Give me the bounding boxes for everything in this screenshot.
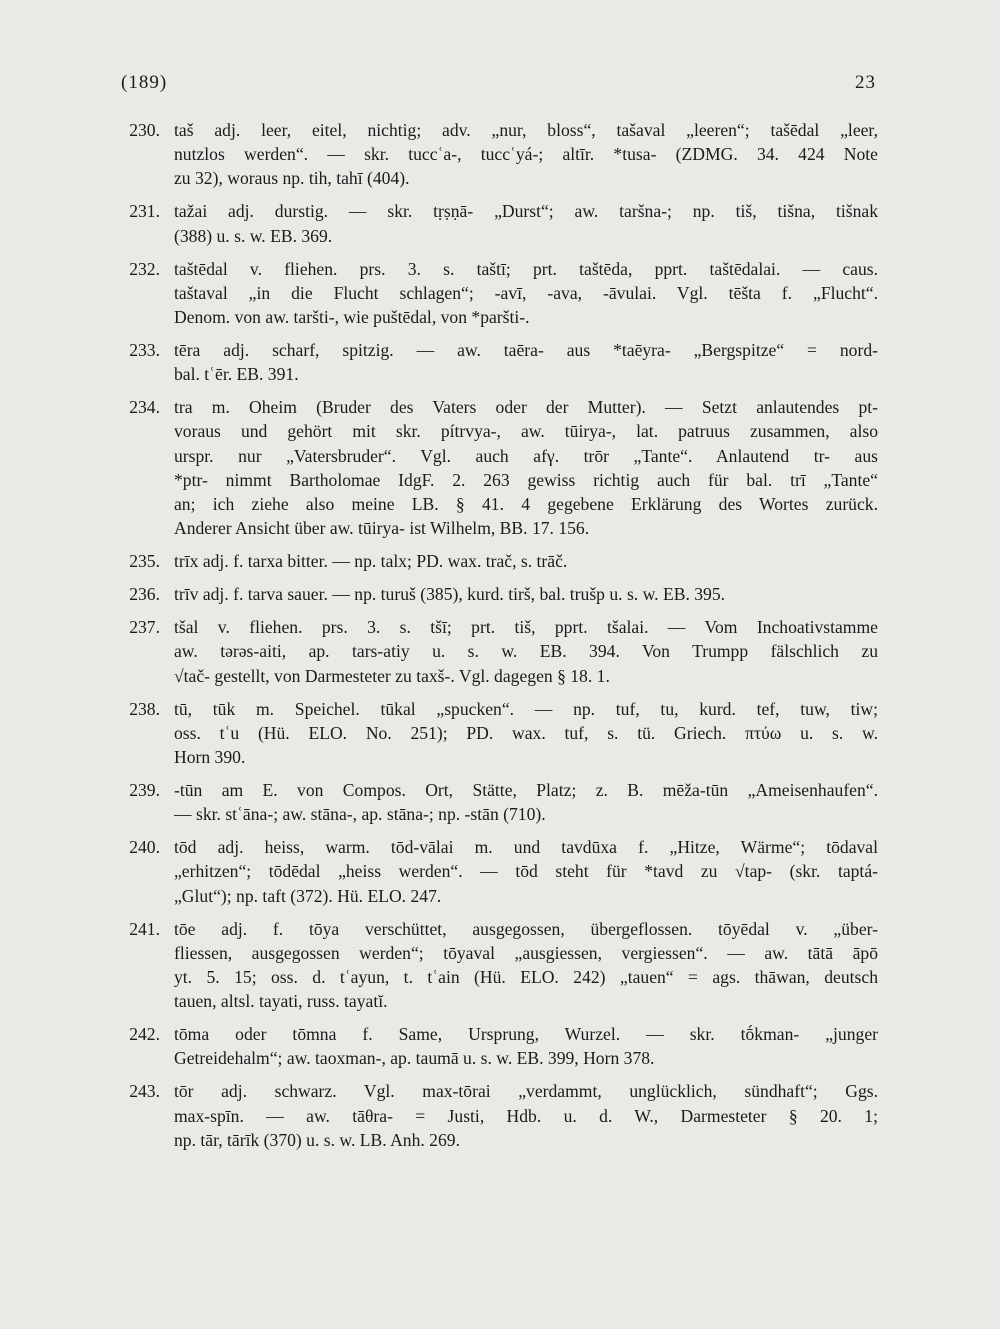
entry-line: np. tār, tārīk (370) u. s. w. LB. Anh. 269.: [174, 1129, 460, 1150]
entry-line: taš adj. leer, eitel, nichtig; adv. „nur, bloss“, tašaval „leeren“; tašēdal „leer,: [174, 120, 878, 140]
entry-line: bal. tʿēr. EB. 391.: [174, 364, 299, 385]
dictionary-entry: [118, 917, 878, 1014]
dictionary-entry: [118, 582, 878, 606]
entry-number: 235.: [129, 551, 160, 572]
entry-number: 231.: [129, 201, 160, 222]
entry-line: — skr. stʿāna-; aw. stāna-, ap. stāna-; np. -stān (710).: [174, 804, 546, 825]
entry-line: zu 32), woraus np. tih, tahī (404).: [174, 168, 410, 189]
entry-line: tauen, altsl. tayati, russ. tayatĭ.: [174, 991, 388, 1012]
entry-line: tū, tūk m. Speichel. tūkal „spucken“. — np. tuf, tu, kurd. tef, tuw, tiw;: [174, 698, 878, 719]
entry-number: 233.: [129, 340, 160, 361]
entry-line: max-spīn. — aw. tāθra- = Justi, Hdb. u. d. W., Darmesteter § 20. 1;: [174, 1105, 878, 1126]
entry-number: 241.: [129, 918, 160, 939]
entry-line: tōma oder tōmna f. Same, Ursprung, Wurzel. — skr. tṓkman- „junger: [174, 1024, 878, 1045]
entry-line: taštēdal v. fliehen. prs. 3. s. taštī; prt. taštēda, pprt. taštēdalai. — caus.: [174, 258, 878, 279]
entry-line: oss. tʿu (Hü. ELO. No. 251); PD. wax. tuf, s. tü. Griech. πτύω u. s. w.: [174, 722, 878, 743]
entry-line: aw. tərəs-aiti, ap. tars-atiy u. s. w. EB. 394. Von Trumpp fälschlich zu: [174, 641, 878, 662]
entry-line: tōe adj. f. tōya verschüttet, ausgegossen, übergeflossen. tōyēdal v. „über-: [174, 918, 878, 939]
dictionary-entry: [118, 395, 878, 540]
dictionary-entry: [118, 338, 878, 386]
entry-number: 238.: [129, 698, 160, 719]
dictionary-entry: [118, 199, 878, 247]
entry-number: 234.: [129, 397, 160, 418]
entry-number: 230.: [129, 120, 160, 140]
dictionary-entry: [118, 118, 878, 191]
entry-line: (388) u. s. w. EB. 369.: [174, 225, 333, 246]
dictionary-entry: [118, 835, 878, 908]
entry-line: nutzlos werden“. — skr. tuccʿa-, tuccʿyá-; altīr. *tusa- (ZDMG. 34. 424 Note: [174, 144, 878, 165]
entry-line: tra m. Oheim (Bruder des Vaters oder der Mutter). — Setzt anlautendes pt-: [174, 397, 878, 418]
entry-line: tēra adj. scharf, spitzig. — aw. taēra- aus *taēyra- „Bergspitze“ = nord-: [174, 340, 878, 361]
entry-line: „erhitzen“; tōdēdal „heiss werden“. — tōd steht für *tavd zu √tap- (skr. taptá-: [174, 861, 878, 882]
entry-line: Getreidehalm“; aw. taoxman-, ap. taumā u. s. w. EB. 399, Horn 378.: [174, 1048, 655, 1069]
entry-list: [118, 118, 878, 1161]
dictionary-entry: [118, 615, 878, 688]
entry-line: tōd adj. heiss, warm. tōd-vālai m. und tavdūxa f. „Hitze, Wärme“; tōdaval: [174, 837, 878, 858]
entry-line: Horn 390.: [174, 747, 246, 768]
entry-line: Anderer Ansicht über aw. tūirya- ist Wilhelm, BB. 17. 156.: [174, 518, 590, 539]
entry-line: taštaval „in die Flucht schlagen“; -avī, -ava, -āvulai. Vgl. tēšta f. „Flucht“.: [174, 282, 878, 303]
entry-line: yt. 5. 15; oss. d. tʿayun, t. tʿain (Hü. ELO. 242) „tauen“ = ags. thāwan, deutsch: [174, 967, 878, 988]
entry-line: voraus und gehört mit skr. pítrvya-, aw. tūirya-, lat. patruus zusammen, also: [174, 421, 878, 442]
entry-line: „Glut“); np. taft (372). Hü. ELO. 247.: [174, 885, 442, 906]
entry-line: *ptr- nimmt Bartholomae IdgF. 2. 263 gewiss richtig auch für bal. trī „Tante“: [174, 469, 878, 490]
entry-line: √tač- gestellt, von Darmesteter zu taxš-. Vgl. dagegen § 18. 1.: [174, 665, 610, 686]
page-number: 23: [855, 72, 876, 93]
entry-line: an; ich ziehe also meine LB. § 41. 4 gegebene Erklärung des Wortes zurück.: [174, 494, 878, 515]
entry-line: tōr adj. schwarz. Vgl. max-tōrai „verdammt, unglücklich, sündhaft“; Ggs.: [174, 1081, 878, 1102]
entry-number: 243.: [129, 1081, 160, 1102]
entry-number: 237.: [129, 617, 160, 638]
dictionary-entry: [118, 778, 878, 826]
dictionary-entry: [118, 697, 878, 770]
entry-line: tšal v. fliehen. prs. 3. s. tšī; prt. tiš, pprt. tšalai. — Vom Inchoativstamme: [174, 617, 878, 638]
entry-line: -tūn am E. von Compos. Ort, Stätte, Platz; z. B. mēža-tūn „Ameisenhaufen“.: [174, 780, 878, 801]
entry-line: Denom. von aw. taršti-, wie puštēdal, von *paršti-.: [174, 307, 530, 328]
entry-line: urspr. nur „Vatersbruder“. Vgl. auch afγ. trōr „Tante“. Anlautend tr- aus: [174, 445, 878, 466]
entry-line: trīx adj. f. tarxa bitter. — np. talx; PD. wax. trač, s. trāč.: [174, 551, 568, 572]
entry-line: trīv adj. f. tarva sauer. — np. turuš (385), kurd. tirš, bal. trušp u. s. w. EB. 395.: [174, 584, 726, 605]
entry-number: 240.: [129, 837, 160, 858]
page-header: [121, 72, 876, 104]
page-label: (189): [121, 72, 168, 93]
entry-line: fliessen, ausgegossen werden“; tōyaval „ausgiessen, vergiessen“. — aw. tātā āpō: [174, 942, 878, 963]
entry-line: tažai adj. durstig. — skr. tṛṣṇā- „Durst“; aw. taršna-; np. tiš, tišna, tišnak: [174, 201, 878, 222]
dictionary-entry: [118, 1022, 878, 1070]
entry-number: 232.: [129, 258, 160, 279]
entry-number: 236.: [129, 584, 160, 605]
entry-number: 242.: [129, 1024, 160, 1045]
dictionary-entry: [118, 1079, 878, 1152]
dictionary-entry: [118, 257, 878, 330]
entry-number: 239.: [129, 780, 160, 801]
dictionary-entry: [118, 549, 878, 573]
